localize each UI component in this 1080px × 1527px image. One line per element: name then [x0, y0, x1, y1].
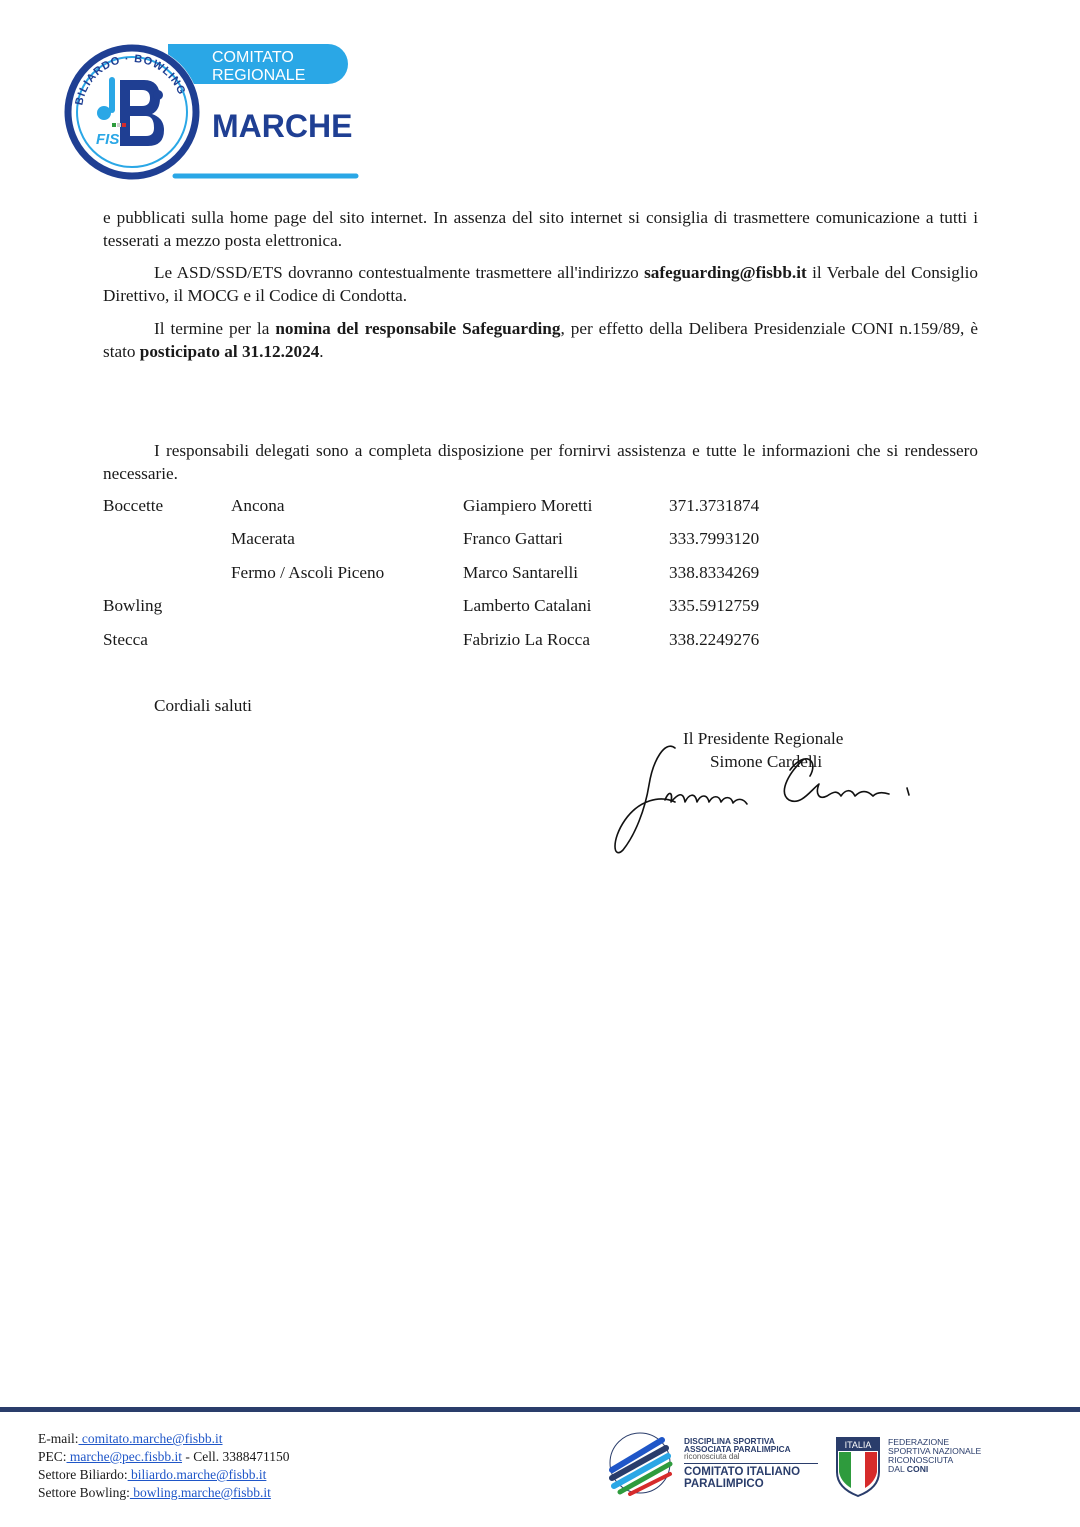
badge-line1: COMITATO: [212, 49, 294, 66]
logo-fis: FIS: [96, 131, 120, 148]
contact-name: Marco Santarelli: [463, 563, 579, 582]
coni-line4: [888, 1465, 928, 1475]
contact-name: Fabrizio La Rocca: [463, 630, 590, 649]
handwritten-signature: [605, 740, 925, 865]
coni-line4-coni: CONI: [906, 1464, 929, 1474]
contact-area: Macerata: [231, 529, 295, 548]
contact-phone: 338.8334269: [669, 563, 760, 582]
coni-line4-dal: DAL: [888, 1464, 907, 1474]
paralympic-icon: [604, 1430, 676, 1496]
contact-name: Lamberto Catalani: [463, 596, 592, 615]
footer-pec-link[interactable]: marche@pec.fisbb.it: [66, 1449, 183, 1464]
contact-phone: 371.3731874: [669, 496, 760, 515]
paralympic-line1: DISCIPLINA SPORTIVA: [684, 1436, 775, 1446]
signer-role: Il Presidente Regionale: [683, 729, 844, 748]
p3-bold-nomina: nomina del responsabile Safeguarding: [275, 319, 561, 338]
region-name: MARCHE: [212, 108, 353, 144]
signer-name: Simone Cardelli: [710, 752, 823, 771]
footer-pec-line: [38, 1448, 290, 1466]
contact-sector: Stecca: [103, 630, 148, 649]
p2-text-a: Le ASD/SSD/ETS dovranno contestualmente trasmettere all'indirizzo: [154, 263, 645, 282]
p4-text: I responsabili delegati sono a completa disposizione per fornirvi assistenza e tutte le informazioni che si rendessero necessarie.: [103, 441, 978, 483]
footer-cell: - Cell. 3388471150: [182, 1449, 290, 1464]
footer-bowling-label: Settore Bowling:: [38, 1485, 130, 1500]
paragraph-transmission: [103, 261, 978, 307]
paralympic-line3: riconosciuta dal: [684, 1452, 740, 1461]
coni-line3: RICONOSCIUTA: [888, 1455, 954, 1465]
coni-line1: FEDERAZIONE: [888, 1437, 950, 1447]
footer-rule: [0, 1407, 1080, 1412]
paragraph-publication: e pubblicati sulla home page del sito internet. In assenza del sito internet si consiglia di trasmettere comunicazione a tutti i tesserati a mezzo posta elettronica.: [103, 208, 978, 250]
contact-area: Ancona: [231, 496, 285, 515]
fisbb-marche-logo: [60, 40, 370, 185]
logo-arc-text: BILIARDO · BOWLING: [73, 52, 188, 107]
p3-bold-deadline: posticipato al 31.12.2024: [139, 342, 320, 361]
paralympic-divider: [684, 1463, 818, 1464]
paragraph-deadline: [103, 317, 978, 363]
paralympic-line5: PARALIMPICO: [684, 1478, 764, 1490]
coni-shield-icon: [835, 1436, 881, 1498]
safeguarding-email: safeguarding@fisbb.it: [644, 263, 807, 282]
p3-text-b: , per effetto della Delibera Presidenziale CONI n.159/89, è stato: [103, 319, 978, 361]
contact-phone: 338.2249276: [669, 630, 760, 649]
paralympic-line4: COMITATO ITALIANO: [684, 1466, 801, 1478]
footer-biliardo-line: [38, 1466, 266, 1484]
contact-phone: 335.5912759: [669, 596, 760, 615]
p3-text-a: Il termine per la: [154, 319, 276, 338]
coni-italia-text: ITALIA: [844, 1440, 872, 1450]
coni-line2: SPORTIVA NAZIONALE: [888, 1446, 982, 1456]
contact-name: Franco Gattari: [463, 529, 563, 548]
contact-phone: 333.7993120: [669, 529, 760, 548]
footer-biliardo-link[interactable]: biliardo.marche@fisbb.it: [127, 1467, 267, 1482]
contact-area: Fermo / Ascoli Piceno: [231, 563, 385, 582]
footer-email-line: [38, 1430, 223, 1448]
contact-sector: Bowling: [103, 596, 163, 615]
footer-pec-label: PEC:: [38, 1449, 67, 1464]
footer-bowling-link[interactable]: bowling.marche@fisbb.it: [129, 1485, 271, 1500]
p3-text-c: .: [319, 342, 324, 361]
contact-name: Giampiero Moretti: [463, 496, 593, 515]
contact-sector: Boccette: [103, 496, 164, 515]
footer-biliardo-label: Settore Biliardo:: [38, 1467, 128, 1482]
p2-text-b: il Verbale del Consiglio Direttivo, il MOCG e il Codice di Condotta.: [103, 263, 979, 305]
footer-email-link[interactable]: comitato.marche@fisbb.it: [78, 1431, 223, 1446]
paralympic-line2: ASSOCIATA PARALIMPICA: [684, 1444, 791, 1454]
badge-line2: REGIONALE: [212, 67, 306, 84]
paragraph-assistance: [103, 439, 978, 485]
footer-email-label: E-mail:: [38, 1431, 79, 1446]
greeting: Cordiali saluti: [154, 696, 252, 715]
footer-bowling-line: [38, 1484, 271, 1502]
